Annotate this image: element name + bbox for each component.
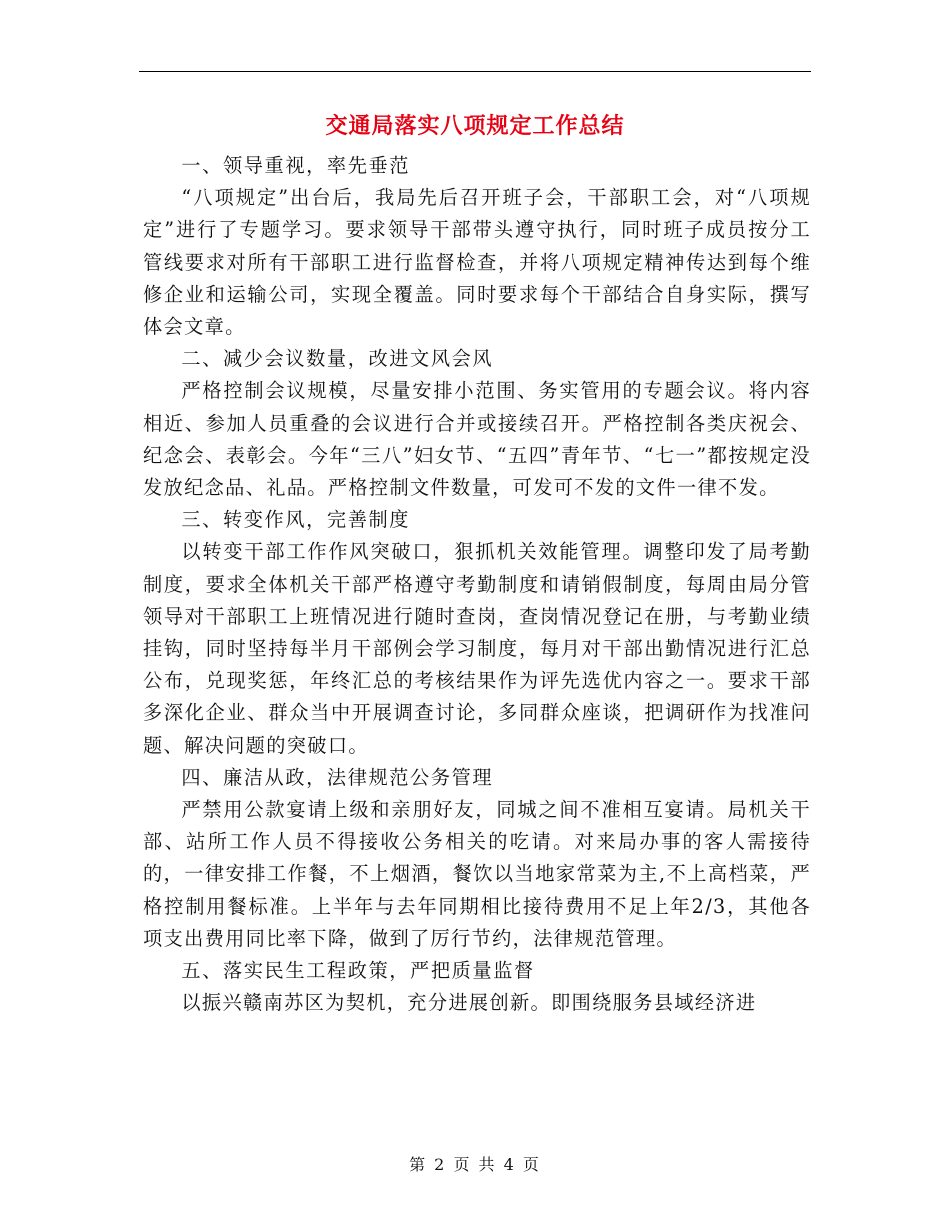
page-number-footer: 第 2 页 共 4 页 [409, 1155, 541, 1174]
section-heading-5: 五、落实民生工程政策，严把质量监督 [181, 959, 535, 983]
document-title: 交通局落实八项规定工作总结 [325, 113, 625, 139]
paragraph-5: 以振兴赣南苏区为契机，充分进展创新。即围绕服务县域经济进 [181, 991, 757, 1015]
paragraph-2: 严格控制会议规模，尽量安排小范围、务实管用的专题会议。将内容相近、参加人员重叠的会议进行合并或接续召开。严格控制各类庆祝会、纪念会、表彰会。今年“三八”妇女节、“五四”青年节、“七一”都按规定没发放纪念品、礼品。严格控制文件数量，可发可不发的文件一律不发。 [143, 379, 811, 500]
paragraph-3: 以转变干部工作作风突破口，狠抓机关效能管理。调整印发了局考勤制度，要求全体机关干部严格遵守考勤制度和请销假制度，每周由局分管领导对干部职工上班情况进行随时查岗，查岗情况登记在册，与考勤业绩挂钩，同时坚持每半月干部例会学习制度，每月对干部出勤情况进行汇总公布，兑现奖惩，年终汇总的考核结果作为评先选优内容之一。要求干部多深化企业、群众当中开展调查讨论，多同群众座谈，把调研作为找准问题、解决问题的突破口。 [143, 540, 811, 757]
header-rule [139, 71, 811, 72]
section-heading-1: 一、领导重视，率先垂范 [181, 154, 411, 177]
paragraph-1: “八项规定”出台后，我局先后召开班子会，干部职工会，对“八项规定”进行了专题学习。要求领导干部带头遵守执行，同时班子成员按分工管线要求对所有干部职工进行监督检查，并将八项规定精神传达到每个维修企业和运输公司，实现全覆盖。同时要求每个干部结合自身实际，撰写体会文章。 [143, 186, 811, 339]
document-body [143, 150, 811, 1019]
section-heading-4: 四、廉洁从政，法律规范公务管理 [181, 765, 494, 789]
section-heading-2: 二、减少会议数量，改进文风会风 [181, 347, 494, 371]
paragraph-4: 严禁用公款宴请上级和亲朋好友，同城之间不准相互宴请。局机关干部、站所工作人员不得接收公务相关的吃请。对来局办事的客人需接待的，一律安排工作餐，不上烟酒，餐饮以当地家常菜为主,不上高档菜，严格控制用餐标准。上半年与去年同期相比接待费用不足上年2/3，其他各项支出费用同比率下降，做到了厉行节约，法律规范管理。 [143, 798, 811, 950]
section-heading-3: 三、转变作风，完善制度 [181, 508, 411, 532]
